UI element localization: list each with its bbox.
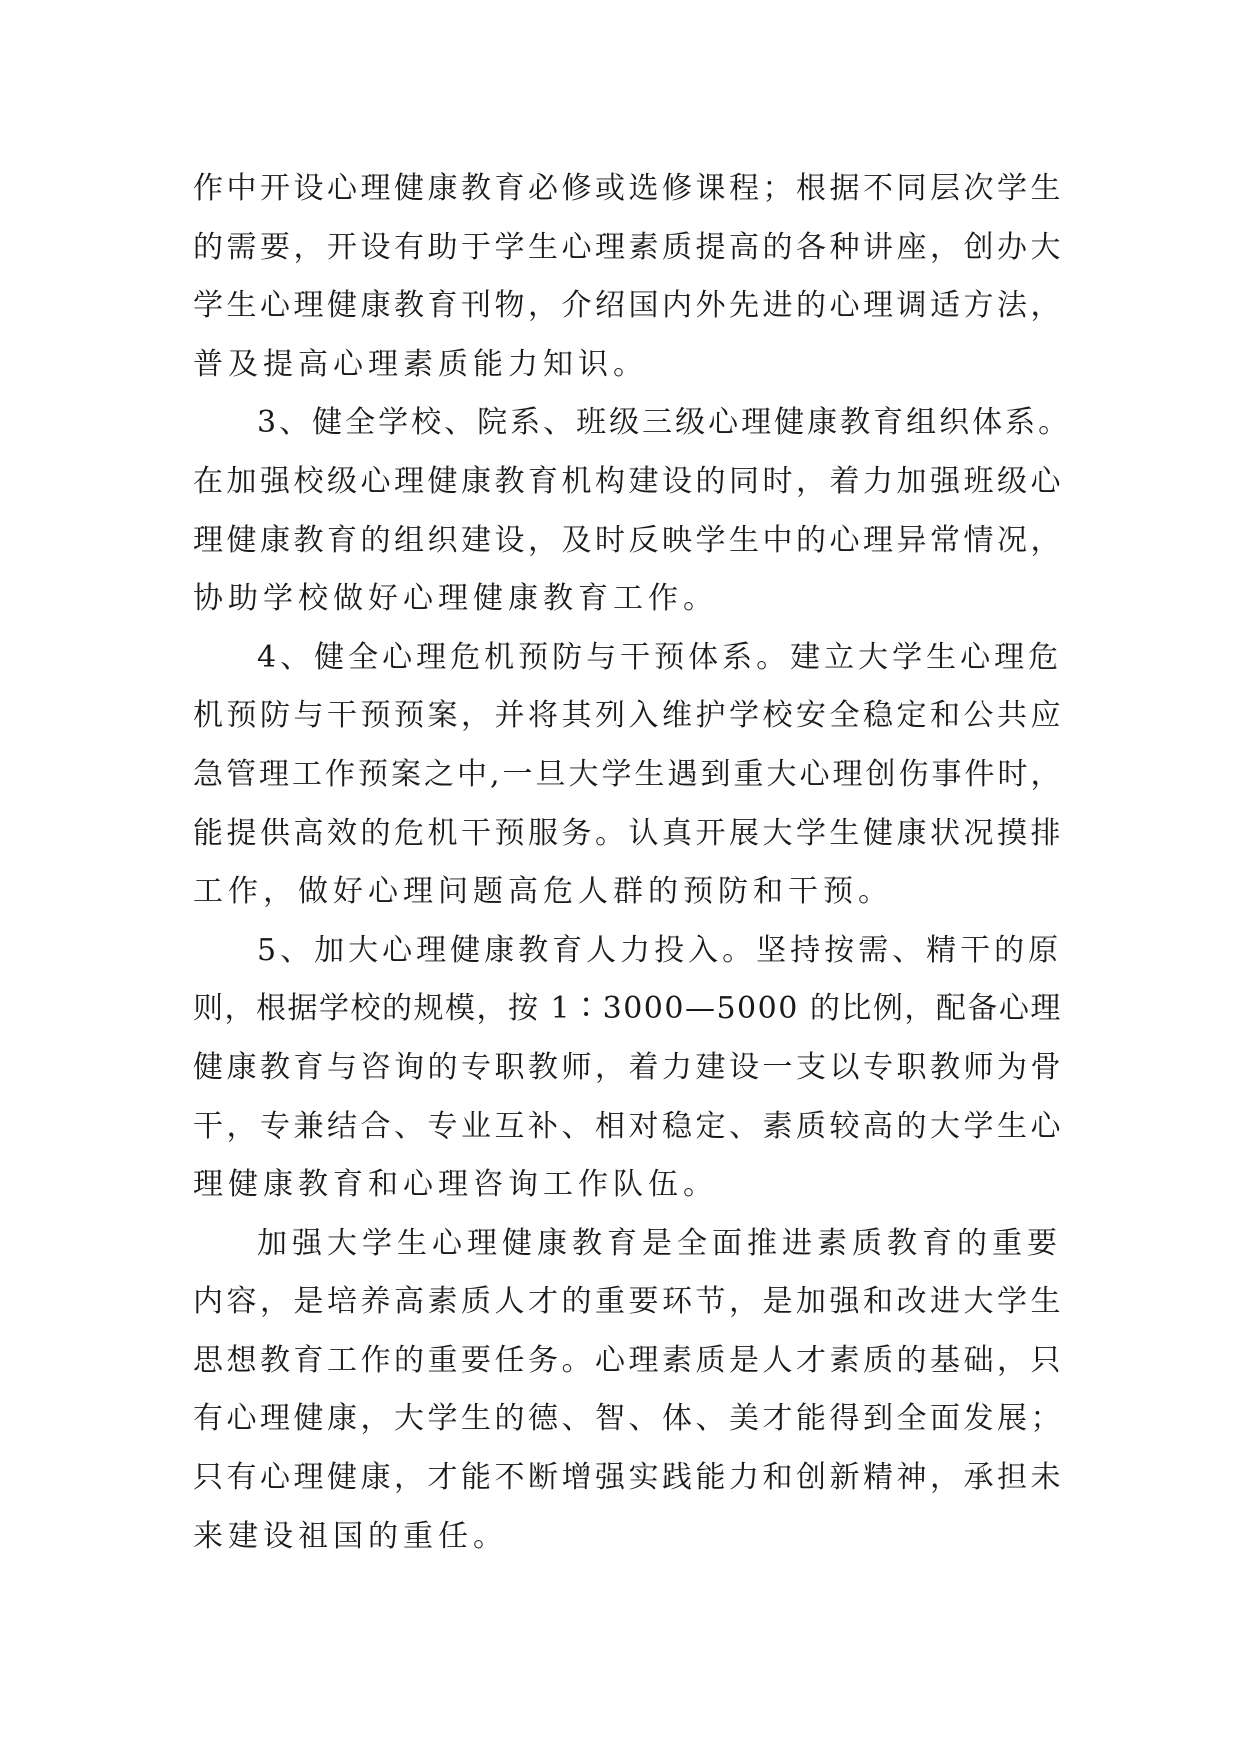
text-line: 理健康教育和心理咨询工作队伍。 <box>193 1167 718 1203</box>
paragraph-conclusion <box>193 1215 1073 1567</box>
text-line: 协助学校做好心理健康教育工作。 <box>193 581 718 617</box>
paragraph-item-3 <box>193 394 1073 628</box>
text-line: 工作，做好心理问题高危人群的预防和干预。 <box>193 874 893 910</box>
text-line: 在加强校级心理健康教育机构建设的同时，着力加强班级心 <box>193 463 1064 499</box>
text-line: 加强大学生心理健康教育是全面推进素质教育的重要 <box>257 1225 1062 1261</box>
text-line: 机预防与干预预案，并将其列入维护学校安全稳定和公共应 <box>193 698 1064 734</box>
paragraph-continuation <box>193 160 1073 394</box>
text-line: 有心理健康，大学生的德、智、体、美才能得到全面发展； <box>193 1401 1064 1437</box>
text-line: 普及提高心理素质能力知识。 <box>193 346 648 382</box>
text-line: 干，专兼结合、专业互补、相对稳定、素质较高的大学生心 <box>193 1108 1064 1144</box>
paragraph-item-5 <box>193 922 1073 1215</box>
text-line: 内容，是培养高素质人才的重要环节，是加强和改进大学生 <box>193 1284 1064 1320</box>
text-line: 健康教育与咨询的专职教师，着力建设一支以专职教师为骨 <box>193 1049 1064 1085</box>
text-line: 理健康教育的组织建设，及时反映学生中的心理异常情况， <box>193 522 1064 558</box>
text-line: 能提供高效的危机干预服务。认真开展大学生健康状况摸排 <box>193 815 1064 851</box>
text-line: 作中开设心理健康教育必修或选修课程；根据不同层次学生 <box>193 171 1064 206</box>
text-line: 学生心理健康教育刊物，介绍国内外先进的心理调适方法， <box>193 288 1064 324</box>
text-line: 4、健全心理危机预防与干预体系。建立大学生心理危 <box>257 639 1063 675</box>
text-line: 来建设祖国的重任。 <box>193 1518 508 1554</box>
text-line: 5、加大心理健康教育人力投入。坚持按需、精干的原 <box>257 932 1063 968</box>
text-line: 的需要，开设有助于学生心理素质提高的各种讲座，创办大 <box>193 229 1064 265</box>
text-line: 只有心理健康，才能不断增强实践能力和创新精神，承担未 <box>193 1460 1064 1496</box>
text-line: 3、健全学校、院系、班级三级心理健康教育组织体系。 <box>257 405 1072 441</box>
document-body <box>193 160 1073 1566</box>
text-line: 思想教育工作的重要任务。心理素质是人才素质的基础，只 <box>193 1342 1064 1378</box>
paragraph-item-4 <box>193 629 1073 922</box>
text-line: 则，根据学校的规模，按 1∶3000—5000 的比例，配备心理 <box>193 991 1062 1027</box>
text-line: 急管理工作预案之中,一旦大学生遇到重大心理创伤事件时， <box>193 756 1064 792</box>
